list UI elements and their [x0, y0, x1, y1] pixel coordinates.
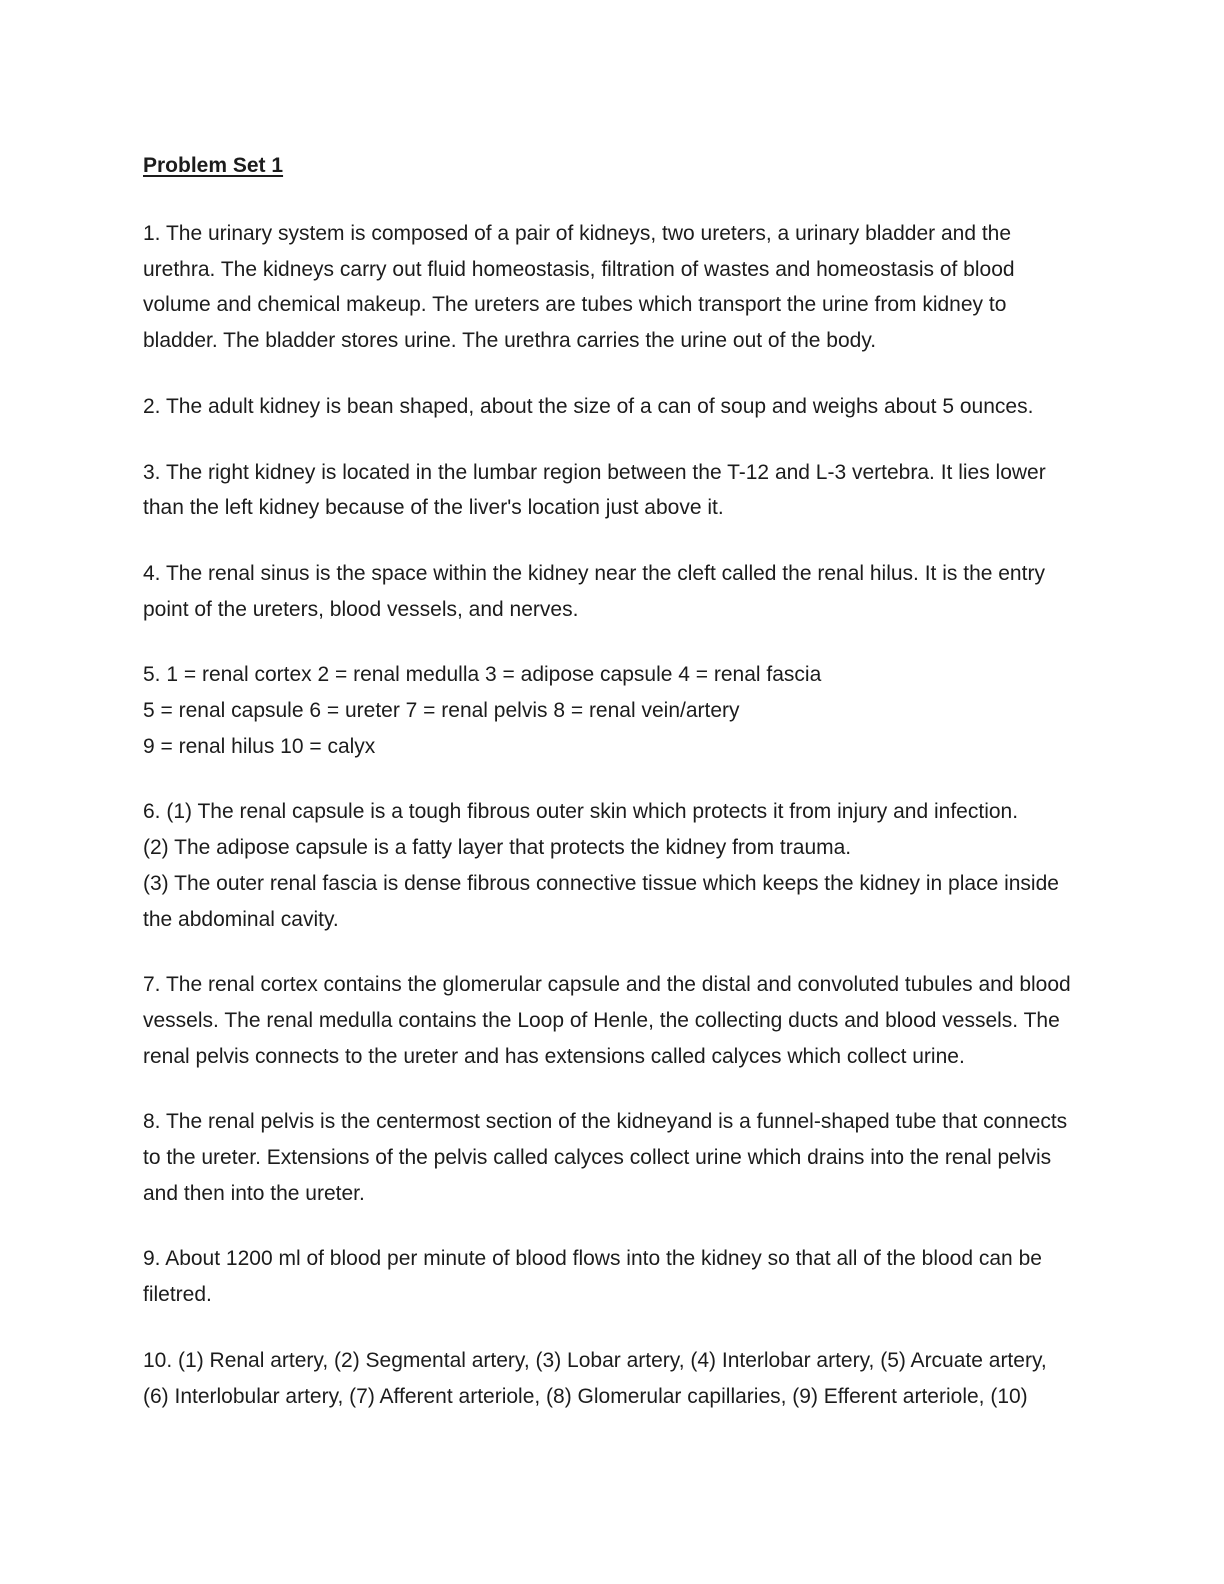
document-page [143, 152, 1083, 1444]
paragraph-1 [143, 216, 1083, 359]
paragraph-line: point of the ureters, blood vessels, and nerves. [143, 597, 579, 621]
paragraph-line: urethra. The kidneys carry out fluid homeostasis, filtration of wastes and homeostasis of blood [143, 257, 1015, 281]
paragraph-7 [143, 967, 1083, 1074]
paragraph-3 [143, 455, 1083, 526]
paragraph-10 [143, 1343, 1083, 1414]
paragraph-line: 6. (1) The renal capsule is a tough fibrous outer skin which protects it from injury and infection. [143, 800, 1019, 824]
paragraph-line: (2) The adipose capsule is a fatty layer that protects the kidney from trauma. [143, 836, 852, 860]
paragraph-line: vessels. The renal medulla contains the Loop of Henle, the collecting ducts and blood vessels. The [143, 1008, 1060, 1032]
paragraph-line: 7. The renal cortex contains the glomerular capsule and the distal and convoluted tubules and blood [143, 973, 1071, 997]
paragraph-line: 9 = renal hilus 10 = calyx [143, 734, 376, 758]
paragraph-line: and then into the ureter. [143, 1181, 365, 1205]
paragraph-line: (6) Interlobular artery, (7) Afferent arteriole, (8) Glomerular capillaries, (9) Efferent arteriole, (10) [143, 1384, 1028, 1408]
paragraph-line: filetred. [143, 1283, 212, 1307]
paragraph-2 [143, 389, 1083, 425]
paragraph-line: than the left kidney because of the liver's location just above it. [143, 496, 724, 520]
paragraph-line: renal pelvis connects to the ureter and has extensions called calyces which collect urine. [143, 1044, 965, 1068]
paragraph-line: volume and chemical makeup. The ureters are tubes which transport the urine from kidney to [143, 293, 1007, 317]
paragraph-line: 5 = renal capsule 6 = ureter 7 = renal pelvis 8 = renal vein/artery [143, 699, 740, 723]
paragraph-4 [143, 556, 1083, 627]
paragraph-line: 9. About 1200 ml of blood per minute of blood flows into the kidney so that all of the blood can be [143, 1247, 1042, 1271]
paragraph-line: 1. The urinary system is composed of a pair of kidneys, two ureters, a urinary bladder and the [143, 222, 1012, 245]
paragraph-line: to the ureter. Extensions of the pelvis called calyces collect urine which drains into the renal pelvis [143, 1146, 1052, 1170]
paragraph-list [143, 216, 1083, 1414]
paragraph-line: 5. 1 = renal cortex 2 = renal medulla 3 = adipose capsule 4 = renal fascia [143, 663, 822, 687]
paragraph-line: (3) The outer renal fascia is dense fibrous connective tissue which keeps the kidney in place inside [143, 871, 1059, 895]
paragraph-line: 4. The renal sinus is the space within the kidney near the cleft called the renal hilus. It is the entry [143, 561, 1045, 585]
paragraph-line: the abdominal cavity. [143, 907, 339, 931]
paragraph-line: bladder. The bladder stores urine. The urethra carries the urine out of the body. [143, 329, 877, 353]
paragraph-line: 3. The right kidney is located in the lumbar region between the T-12 and L-3 vertebra. It lies lower [143, 460, 1046, 484]
paragraph-5 [143, 657, 1083, 764]
document-title: Problem Set 1 [143, 154, 284, 177]
paragraph-9 [143, 1241, 1083, 1312]
paragraph-8 [143, 1104, 1083, 1211]
paragraph-6 [143, 794, 1083, 937]
paragraph-line: 8. The renal pelvis is the centermost section of the kidneyand is a funnel-shaped tube that connects [143, 1110, 1068, 1134]
paragraph-line: 10. (1) Renal artery, (2) Segmental artery, (3) Lobar artery, (4) Interlobar artery, (5) Arcuate artery, [143, 1348, 1047, 1372]
paragraph-line: 2. The adult kidney is bean shaped, about the size of a can of soup and weighs about 5 ounces. [143, 394, 1034, 418]
